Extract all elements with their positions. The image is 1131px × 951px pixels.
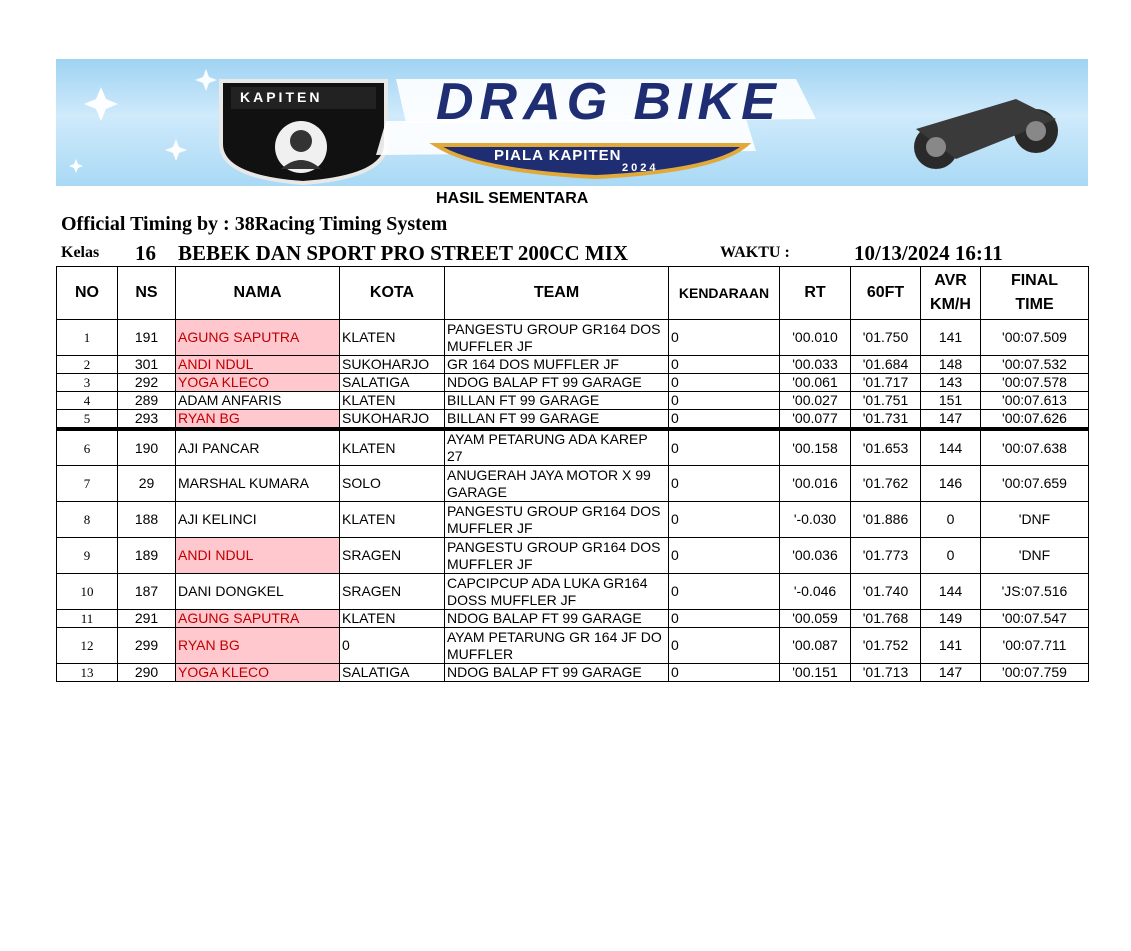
row-ns: 299 <box>118 628 176 664</box>
row-ns: 190 <box>118 429 176 466</box>
row-kota: KLATEN <box>340 429 445 466</box>
row-kendaraan: 0 <box>669 466 780 502</box>
row-kota: KLATEN <box>340 610 445 628</box>
table-row <box>57 429 1089 466</box>
table-row <box>57 374 1089 392</box>
row-team: NDOG BALAP FT 99 GARAGE <box>445 374 669 392</box>
row-kendaraan: 0 <box>669 574 780 610</box>
row-team: PANGESTU GROUP GR164 DOS MUFFLER JF <box>445 502 669 538</box>
row-nama: MARSHAL KUMARA <box>176 466 340 502</box>
row-kendaraan: 0 <box>669 429 780 466</box>
waktu-label: WAKTU : <box>720 244 790 261</box>
row-60ft: '01.713 <box>851 664 921 682</box>
row-final-time: 'JS:07.516 <box>981 574 1089 610</box>
row-60ft: '01.751 <box>851 392 921 410</box>
row-avr: 147 <box>921 410 981 430</box>
row-avr: 0 <box>921 502 981 538</box>
row-60ft: '01.768 <box>851 610 921 628</box>
row-nama: AJI PANCAR <box>176 429 340 466</box>
row-rt: '00.033 <box>780 356 851 374</box>
row-team: BILLAN FT 99 GARAGE <box>445 392 669 410</box>
event-year: 2024 <box>622 162 659 174</box>
col-final-time <box>981 267 1089 320</box>
table-row <box>57 410 1089 430</box>
col-ns: NS <box>118 267 176 320</box>
col-final-line2: TIME <box>1015 296 1054 313</box>
row-kota: SRAGEN <box>340 574 445 610</box>
row-nama: DANI DONGKEL <box>176 574 340 610</box>
row-60ft: '01.750 <box>851 320 921 356</box>
row-rt: '00.036 <box>780 538 851 574</box>
row-60ft: '01.731 <box>851 410 921 430</box>
row-ns: 188 <box>118 502 176 538</box>
row-nama: RYAN BG <box>176 410 340 430</box>
row-kendaraan: 0 <box>669 374 780 392</box>
row-kota: SUKOHARJO <box>340 356 445 374</box>
row-final-time: '00:07.711 <box>981 628 1089 664</box>
row-kota: 0 <box>340 628 445 664</box>
row-rt: '00.059 <box>780 610 851 628</box>
row-nama: AGUNG SAPUTRA <box>176 320 340 356</box>
row-kota: KLATEN <box>340 502 445 538</box>
col-nama: NAMA <box>176 267 340 320</box>
col-final-line1: FINAL <box>1010 272 1059 289</box>
table-row <box>57 392 1089 410</box>
table-row <box>57 628 1089 664</box>
row-kota: SOLO <box>340 466 445 502</box>
row-avr: 141 <box>921 628 981 664</box>
timing-credit: Official Timing by : 38Racing Timing System <box>61 213 448 235</box>
row-kota: KLATEN <box>340 392 445 410</box>
row-kota: SUKOHARJO <box>340 410 445 430</box>
kelas-label: Kelas <box>61 244 100 261</box>
row-avr: 0 <box>921 538 981 574</box>
col-team: TEAM <box>445 267 669 320</box>
row-nama: ANDI NDUL <box>176 538 340 574</box>
row-no: 1 <box>57 320 118 356</box>
event-title: DRAG BIKE <box>436 73 782 131</box>
row-ns: 29 <box>118 466 176 502</box>
row-rt: '00.027 <box>780 392 851 410</box>
row-no: 7 <box>57 466 118 502</box>
row-60ft: '01.717 <box>851 374 921 392</box>
row-team: AYAM PETARUNG GR 164 JF DO MUFFLER <box>445 628 669 664</box>
kelas-number: 16 <box>135 241 156 265</box>
row-ns: 191 <box>118 320 176 356</box>
row-team: PANGESTU GROUP GR164 DOS MUFFLER JF <box>445 320 669 356</box>
row-no: 11 <box>57 610 118 628</box>
row-60ft: '01.762 <box>851 466 921 502</box>
table-row <box>57 466 1089 502</box>
row-avr: 147 <box>921 664 981 682</box>
row-avr: 144 <box>921 429 981 466</box>
row-nama: AJI KELINCI <box>176 502 340 538</box>
row-avr: 141 <box>921 320 981 356</box>
row-final-time: '00:07.509 <box>981 320 1089 356</box>
row-no: 12 <box>57 628 118 664</box>
row-60ft: '01.653 <box>851 429 921 466</box>
row-nama: ADAM ANFARIS <box>176 392 340 410</box>
row-rt: '00.061 <box>780 374 851 392</box>
col-avr-line2: KM/H <box>930 296 971 313</box>
row-team: ANUGERAH JAYA MOTOR X 99 GARAGE <box>445 466 669 502</box>
row-60ft: '01.886 <box>851 502 921 538</box>
row-kendaraan: 0 <box>669 538 780 574</box>
row-60ft: '01.752 <box>851 628 921 664</box>
col-avr <box>921 267 981 320</box>
table-row <box>57 610 1089 628</box>
table-row <box>57 320 1089 356</box>
waktu-value: 10/13/2024 16:11 <box>854 241 1003 265</box>
row-ns: 301 <box>118 356 176 374</box>
col-60ft: 60FT <box>851 267 921 320</box>
row-final-time: 'DNF <box>981 538 1089 574</box>
row-team: AYAM PETARUNG ADA KAREP 27 <box>445 429 669 466</box>
kelas-name: BEBEK DAN SPORT PRO STREET 200CC MIX <box>178 241 629 265</box>
col-kendaraan: KENDARAAN <box>669 267 780 320</box>
results-table <box>56 266 1089 682</box>
row-kendaraan: 0 <box>669 664 780 682</box>
row-avr: 148 <box>921 356 981 374</box>
row-rt: '00.077 <box>780 410 851 430</box>
event-subtitle: PIALA KAPITEN <box>494 147 622 164</box>
row-nama: RYAN BG <box>176 628 340 664</box>
row-no: 5 <box>57 410 118 430</box>
table-row <box>57 664 1089 682</box>
row-nama: YOGA KLECO <box>176 374 340 392</box>
row-kendaraan: 0 <box>669 320 780 356</box>
col-kota: KOTA <box>340 267 445 320</box>
row-nama: AGUNG SAPUTRA <box>176 610 340 628</box>
row-ns: 289 <box>118 392 176 410</box>
row-no: 9 <box>57 538 118 574</box>
row-ns: 291 <box>118 610 176 628</box>
row-final-time: '00:07.626 <box>981 410 1089 430</box>
row-final-time: '00:07.759 <box>981 664 1089 682</box>
row-nama: YOGA KLECO <box>176 664 340 682</box>
result-status: HASIL SEMENTARA <box>436 190 589 207</box>
row-no: 10 <box>57 574 118 610</box>
row-60ft: '01.684 <box>851 356 921 374</box>
row-team: CAPCIPCUP ADA LUKA GR164 DOSS MUFFLER JF <box>445 574 669 610</box>
row-final-time: '00:07.613 <box>981 392 1089 410</box>
col-no: NO <box>57 267 118 320</box>
row-kendaraan: 0 <box>669 410 780 430</box>
event-banner <box>56 59 1088 186</box>
row-nama: ANDI NDUL <box>176 356 340 374</box>
logo-text: KAPITEN <box>240 89 323 105</box>
row-avr: 144 <box>921 574 981 610</box>
table-row <box>57 574 1089 610</box>
row-rt: '-0.046 <box>780 574 851 610</box>
table-row <box>57 502 1089 538</box>
row-ns: 293 <box>118 410 176 430</box>
col-rt: RT <box>780 267 851 320</box>
row-kendaraan: 0 <box>669 502 780 538</box>
table-row <box>57 356 1089 374</box>
row-team: BILLAN FT 99 GARAGE <box>445 410 669 430</box>
row-avr: 143 <box>921 374 981 392</box>
row-kota: KLATEN <box>340 320 445 356</box>
row-rt: '00.151 <box>780 664 851 682</box>
col-avr-line1: AVR <box>934 272 967 289</box>
row-no: 2 <box>57 356 118 374</box>
row-kota: SRAGEN <box>340 538 445 574</box>
row-kota: SALATIGA <box>340 664 445 682</box>
row-ns: 187 <box>118 574 176 610</box>
row-rt: '-0.030 <box>780 502 851 538</box>
row-ns: 290 <box>118 664 176 682</box>
row-avr: 149 <box>921 610 981 628</box>
row-rt: '00.010 <box>780 320 851 356</box>
row-no: 6 <box>57 429 118 466</box>
row-kendaraan: 0 <box>669 610 780 628</box>
row-no: 3 <box>57 374 118 392</box>
row-kota: SALATIGA <box>340 374 445 392</box>
row-60ft: '01.740 <box>851 574 921 610</box>
row-no: 8 <box>57 502 118 538</box>
row-final-time: '00:07.659 <box>981 466 1089 502</box>
row-final-time: '00:07.638 <box>981 429 1089 466</box>
row-avr: 151 <box>921 392 981 410</box>
row-ns: 189 <box>118 538 176 574</box>
row-team: GR 164 DOS MUFFLER JF <box>445 356 669 374</box>
header-row <box>57 267 1089 320</box>
row-kendaraan: 0 <box>669 392 780 410</box>
row-rt: '00.158 <box>780 429 851 466</box>
row-kendaraan: 0 <box>669 356 780 374</box>
row-final-time: '00:07.547 <box>981 610 1089 628</box>
row-no: 13 <box>57 664 118 682</box>
row-kendaraan: 0 <box>669 628 780 664</box>
row-ns: 292 <box>118 374 176 392</box>
row-final-time: 'DNF <box>981 502 1089 538</box>
row-avr: 146 <box>921 466 981 502</box>
row-no: 4 <box>57 392 118 410</box>
table-row <box>57 538 1089 574</box>
row-rt: '00.016 <box>780 466 851 502</box>
row-final-time: '00:07.532 <box>981 356 1089 374</box>
row-team: NDOG BALAP FT 99 GARAGE <box>445 610 669 628</box>
row-team: NDOG BALAP FT 99 GARAGE <box>445 664 669 682</box>
row-final-time: '00:07.578 <box>981 374 1089 392</box>
row-rt: '00.087 <box>780 628 851 664</box>
row-team: PANGESTU GROUP GR164 DOS MUFFLER JF <box>445 538 669 574</box>
row-60ft: '01.773 <box>851 538 921 574</box>
